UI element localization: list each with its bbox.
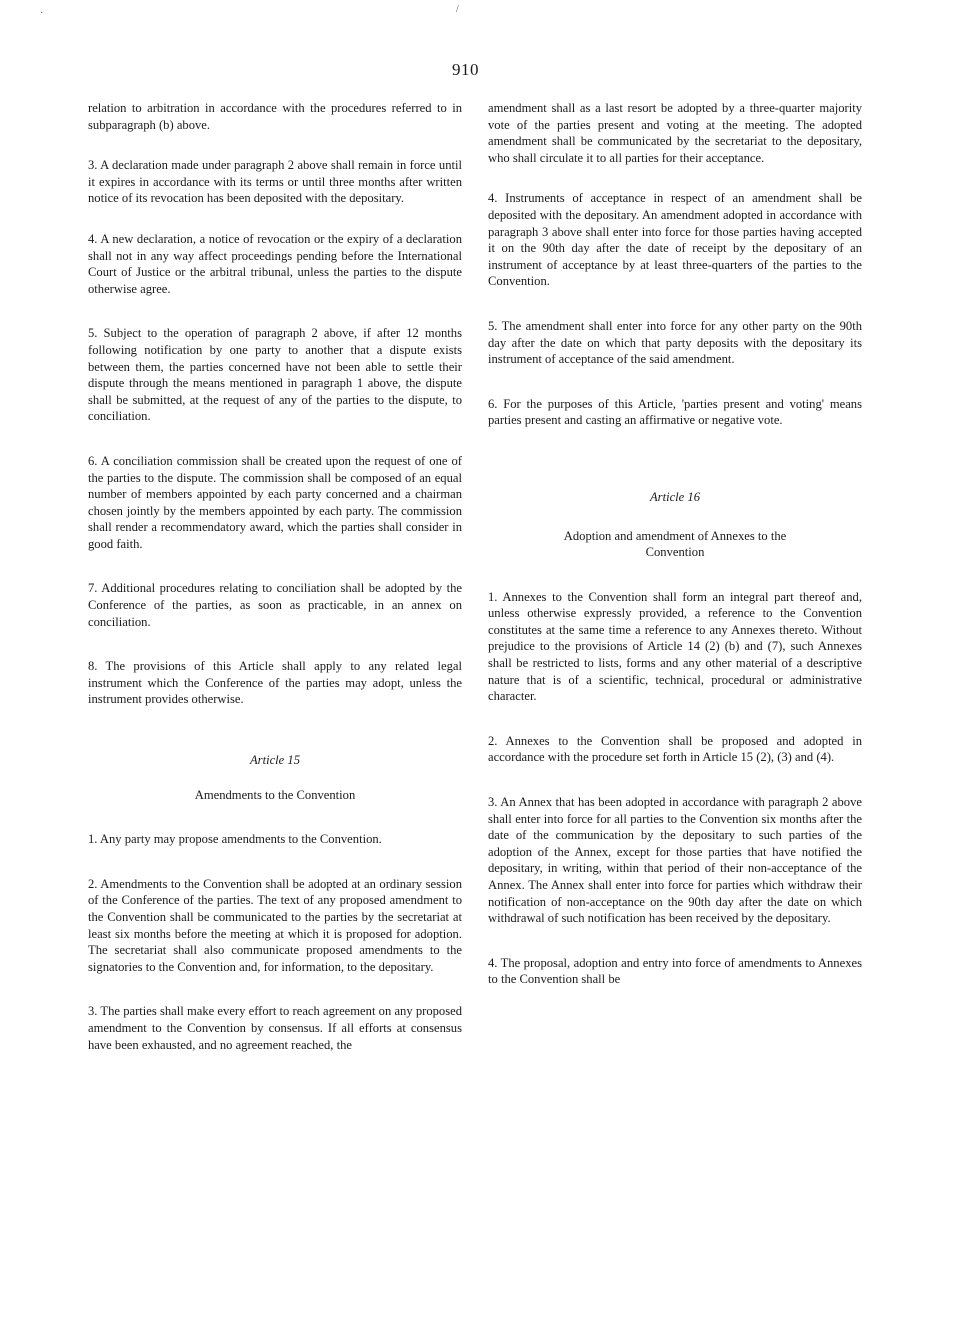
article-16-paragraph-4: 4. The proposal, adoption and entry into force of amendments to Annexes to the Convention shall be: [488, 955, 862, 987]
article-15-paragraph-2: 2. Amendments to the Convention shall be adopted at an ordinary session of the Conference of the parties. The text of any proposed amendment to the Convention shall be communicated to the parties by the secretariat at least six months before the meeting at which it is proposed for adoption. The secretariat shall also communicate proposed amendments to the signatories to the Convention and, for information, to the depositary.: [88, 876, 462, 974]
scan-speck: ·: [40, 8, 44, 19]
article-15-heading: Article 15: [249, 753, 300, 768]
paragraph-8: 8. The provisions of this Article shall apply to any related legal instrument which the Conference of the parties may adopt, unless the instrument provides otherwise.: [88, 659, 462, 707]
paragraph-7: 7. Additional procedures relating to conciliation shall be adopted by the Conference of the parties, as soon as practicable, in an annex on conciliation.: [88, 581, 462, 629]
paragraph-5: 5. Subject to the operation of paragraph 2 above, if after 12 months following notification by one party to another that a dispute exists between them, the parties concerned have not been able to settle their dispute through the means mentioned in paragraph 1 above, the dispute shall be submitted, at the request of any of the parties to the dispute, to conciliation.: [88, 326, 462, 424]
article-16-paragraph-1: 1. Annexes to the Convention shall form an integral part thereof and, unless otherwise expressly provided, a reference to the Convention constitutes at the same time a reference to any Annexes thereto. Without prejudice to the provisions of Article 14 (2) (b) and (7), such Annexes shall be restricted to lists, forms and any other material of a descriptive nature that is of a scientific, technical, procedural or administrative character.: [488, 589, 862, 704]
right-column: [488, 100, 862, 988]
page-number: 910: [452, 60, 479, 79]
paragraph-4: 4. Instruments of acceptance in respect of an amendment shall be deposited with the depositary. An amendment adopted in accordance with paragraph 3 above shall enter into force for those parties having accepted it on the 90th day after the date of receipt by the depositary of an instrument of acceptance by at least three-quarters of the parties to the Convention.: [488, 191, 862, 289]
paragraph-6: 6. For the purposes of this Article, 'parties present and voting' means parties present and casting an affirmative or negative vote.: [488, 396, 862, 428]
article-15-paragraph-3: 3. The parties shall make every effort to reach agreement on any proposed amendment to the Convention by consensus. If all efforts at consensus have been exhausted, and no agreement reached, the: [88, 1004, 462, 1052]
article-15-title: Amendments to the Convention: [194, 787, 356, 802]
article-15-paragraph-1: 1. Any party may propose amendments to the Convention.: [88, 832, 382, 847]
paragraph-5: 5. The amendment shall enter into force for any other party on the 90th day after the date on which that party deposits with the depositary its instrument of acceptance of the said amendment.: [488, 318, 862, 367]
paragraph-continued: relation to arbitration in accordance with the procedures referred to in subparagraph (b) above.: [88, 101, 462, 132]
article-16-paragraph-2: 2. Annexes to the Convention shall be proposed and adopted in accordance with the procedure set forth in Article 15 (2), (3) and (4).: [488, 733, 862, 765]
scan-speck: /: [456, 4, 459, 15]
paragraph-6: 6. A conciliation commission shall be created upon the request of one of the parties to the dispute. The commission shall be composed of an equal number of members appointed by each party concerned and a chairman chosen jointly by the members appointed by each party. The commission shall render a recommendatory award, which the parties shall consider in good faith.: [88, 453, 462, 551]
paragraph-3: 3. A declaration made under paragraph 2 above shall remain in force until it expires in accordance with its terms or until three months after written notice of its revocation has been deposited with the depositary.: [88, 158, 462, 206]
article-16-title: Adoption and amendment of Annexes to the Convention: [563, 528, 787, 560]
paragraph-4: 4. A new declaration, a notice of revocation or the expiry of a declaration shall not in any way affect proceedings pending before the International Court of Justice or the arbitral tribunal, unless the parties to the dispute otherwise agree.: [88, 231, 462, 296]
article-16-paragraph-3: 3. An Annex that has been adopted in accordance with paragraph 2 above shall enter into force for all parties to the Convention six months after the date of the communication by the depositary to such parties of the adoption of the Annex, except for those parties that have notified the depositary, in writing, within that period of their non-acceptance of the Annex. The Annex shall enter into force for parties which withdraw their notification of non-acceptance on the 90th day after the date on which withdrawal of such notification has been received by the depositary.: [488, 795, 862, 926]
paragraph-continued: amendment shall as a last resort be adopted by a three-quarter majority vote of the parties present and voting at the meeting. The adopted amendment shall be communicated by the secretariat to the depositary, who shall circulate it to all parties for their acceptance.: [488, 101, 862, 165]
left-column: [88, 100, 462, 1053]
article-16-heading: Article 16: [649, 489, 700, 504]
